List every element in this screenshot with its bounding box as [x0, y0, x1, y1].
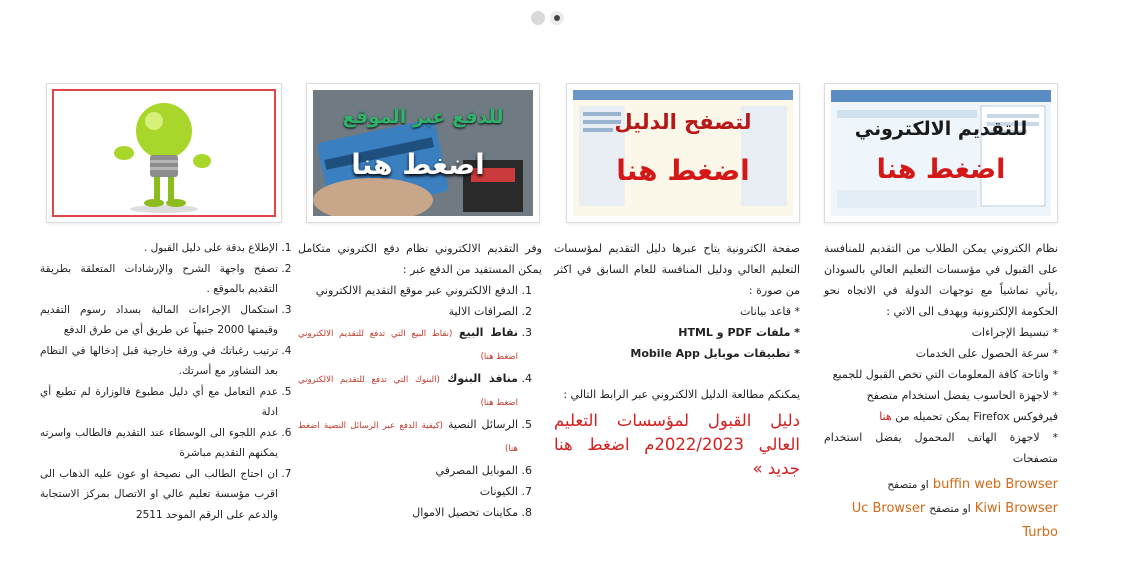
e-payment-intro: وفر التقديم الالكتروني نظام دفع الكتروني متكامل يمكن المستفيد من الدفع عبر : [298, 242, 542, 276]
e-application-bullet-6: * لاجهزة الهاتف المحمول يفضل استخدام متصفحات [824, 431, 1058, 465]
e-payment-method: 3. نقاط البيع (نقاط البيع التي تدفع للتقديم الالكتروني اضغط هنا) [298, 322, 518, 368]
carousel-dot-1[interactable] [531, 11, 545, 25]
e-payment-method: 4. منافذ البنوك (البنوك التي تدفع للتقديم الالكتروني اضغط هنا) [298, 368, 518, 414]
guidance-item: 1. الإطلاع بدقة على دليل القبول . [40, 238, 278, 259]
e-guide-admission-link[interactable]: دليل القبول لمؤسسات التعليم العالي 2022/2023م اضغط هنا جديد » [554, 411, 800, 478]
e-guide-bullet-3: * تطبيقات موبايل Mobile App [630, 347, 800, 360]
e-application-banner-art [831, 90, 1051, 216]
e-application-bullet-2: * سرعة الحصول على الخدمات [915, 347, 1058, 360]
carousel-dot-2[interactable] [550, 11, 564, 25]
e-application-bullet-1: * تبسيط الإجراءات [971, 326, 1058, 339]
e-application-intro: نظام الكتروني يمكن الطلاب من التقديم للمنافسة على القبول في مؤسسات التعليم العالي بالسودان ,يأتي تماشياً مع توجهات الدولة في الاتجاه نحو الحكومة الإلكترونية ويهدف الى الاتي : [824, 242, 1058, 318]
guidance-item: 4. ترتيب رغباتك في ورقة خارجية قبل إدخالها في النظام بعد التشاور مع أسرتك. [40, 341, 278, 382]
e-payment-method: 7. الكيونات [298, 481, 518, 502]
firefox-download-link[interactable]: هنا [879, 410, 892, 423]
e-guide-banner-art [573, 90, 793, 216]
e-guide-bullet-1: * قاعد بيانات [740, 305, 800, 318]
browser-or-1: او متصفح [887, 479, 929, 491]
e-payment-methods-list [298, 280, 542, 523]
e-guide-banner-line1: لتصفح الدليل [614, 110, 752, 134]
e-guide-banner-line2: اضغط هنا [616, 154, 750, 187]
e-guide-text [554, 238, 800, 481]
e-application-banner-line1: للتقديم الالكتروني [854, 118, 1028, 140]
e-payment-banner-line1: للدفع عبر الموقع [342, 106, 504, 128]
e-payment-banner[interactable] [306, 83, 540, 223]
browser-uc-link[interactable]: Uc Browser [851, 501, 926, 516]
e-application-banner-line2: اضغط هنا [876, 154, 1006, 185]
guidance-item: 7. ان احتاج الطالب الى نصيحة او عون عليه الذهاب الى اقرب مؤسسة تعليم عالي او الاتصال بمركز الاستجابة والدعم على الرقم الموحد 2511 [40, 464, 278, 526]
e-application-bullet-5 [824, 406, 1058, 427]
e-payment-method: 5. الرسائل النصية (كيفية الدفع عبر الرسائل النصية اضغط هنا) [298, 414, 518, 460]
e-guide-banner[interactable] [566, 83, 800, 223]
e-guide-intro: صفحة الكترونية يتاح عبرها دليل التقديم لمؤسسات التعليم العالي ودليل المنافسة للعام السابق في اكثر من صورة : [554, 242, 800, 297]
e-payment-banner-line2: اضغط هنا [351, 148, 485, 181]
guidance-item: 3. استكمال الإجراءات المالية بسداد رسوم التقديم وقيمتها 2000 جنيهاً عن طريق أي من طرق الدفع [40, 300, 278, 341]
guidance-item: 6. عدم اللجوء الى الوسطاء عند التقديم فالطالب واسرته يمكنهم التقديم مباشرة [40, 423, 278, 464]
guidance-item: 2. تصفح واجهة الشرح والإرشادات المتعلقة بطريقة التقديم بالموقع . [40, 259, 278, 300]
e-payment-method: 1. الدفع الالكتروني عبر موقع التقديم الالكتروني [298, 280, 518, 301]
guidance-item: 5. عدم التعامل مع أي دليل مطبوع فالوزارة لم تطبع أي ادلة [40, 382, 278, 423]
firefox-text: فيرفوكس Firefox يمكن تحميله من [895, 410, 1058, 423]
browser-list [824, 473, 1058, 544]
pos-link[interactable]: (نقاط البيع التي تدفع للتقديم الالكتروني اضغط هنا) [298, 329, 518, 362]
e-application-bullet-3: * واتاحة كافة المعلومات التي تخص القبول للجميع [832, 368, 1058, 381]
e-application-text [824, 238, 1058, 544]
e-application-bullet-4: * لاجهزة الحاسوب يفضل استخدام متصفح [866, 389, 1058, 402]
e-payment-text [298, 238, 542, 523]
e-payment-method: 2. الصرافات الالية [298, 301, 518, 322]
lightbulb-icon [54, 91, 274, 215]
e-application-banner[interactable] [824, 83, 1058, 223]
e-payment-method: 6. الموبايل المصرفي [298, 460, 518, 481]
banks-link[interactable]: (البنوك التي تدفع للتقديم الالكتروني اضغط هنا) [298, 375, 518, 408]
carousel-dots [531, 11, 564, 25]
guidance-text [40, 238, 302, 525]
browser-or-2: او متصفح [929, 503, 971, 515]
sms-link[interactable]: (كيفية الدفع عبر الرسائل النصية اضغط هنا) [298, 421, 518, 454]
browser-kiwi-link[interactable]: Kiwi Browser [974, 501, 1058, 516]
guidance-banner[interactable] [46, 83, 282, 223]
e-guide-bullet-2: * ملفات PDF و HTML [678, 326, 800, 339]
e-guide-link-intro: يمكنكم مطالعة الدليل الالكتروني عبر الرابط التالي : [563, 388, 800, 401]
browser-puffin-link[interactable]: buffin web Browser [932, 477, 1058, 492]
browser-turbo-link[interactable]: Turbo [1022, 525, 1058, 540]
guidance-list [40, 238, 302, 525]
e-payment-method: 8. مكاينات تحصيل الاموال [298, 502, 518, 523]
